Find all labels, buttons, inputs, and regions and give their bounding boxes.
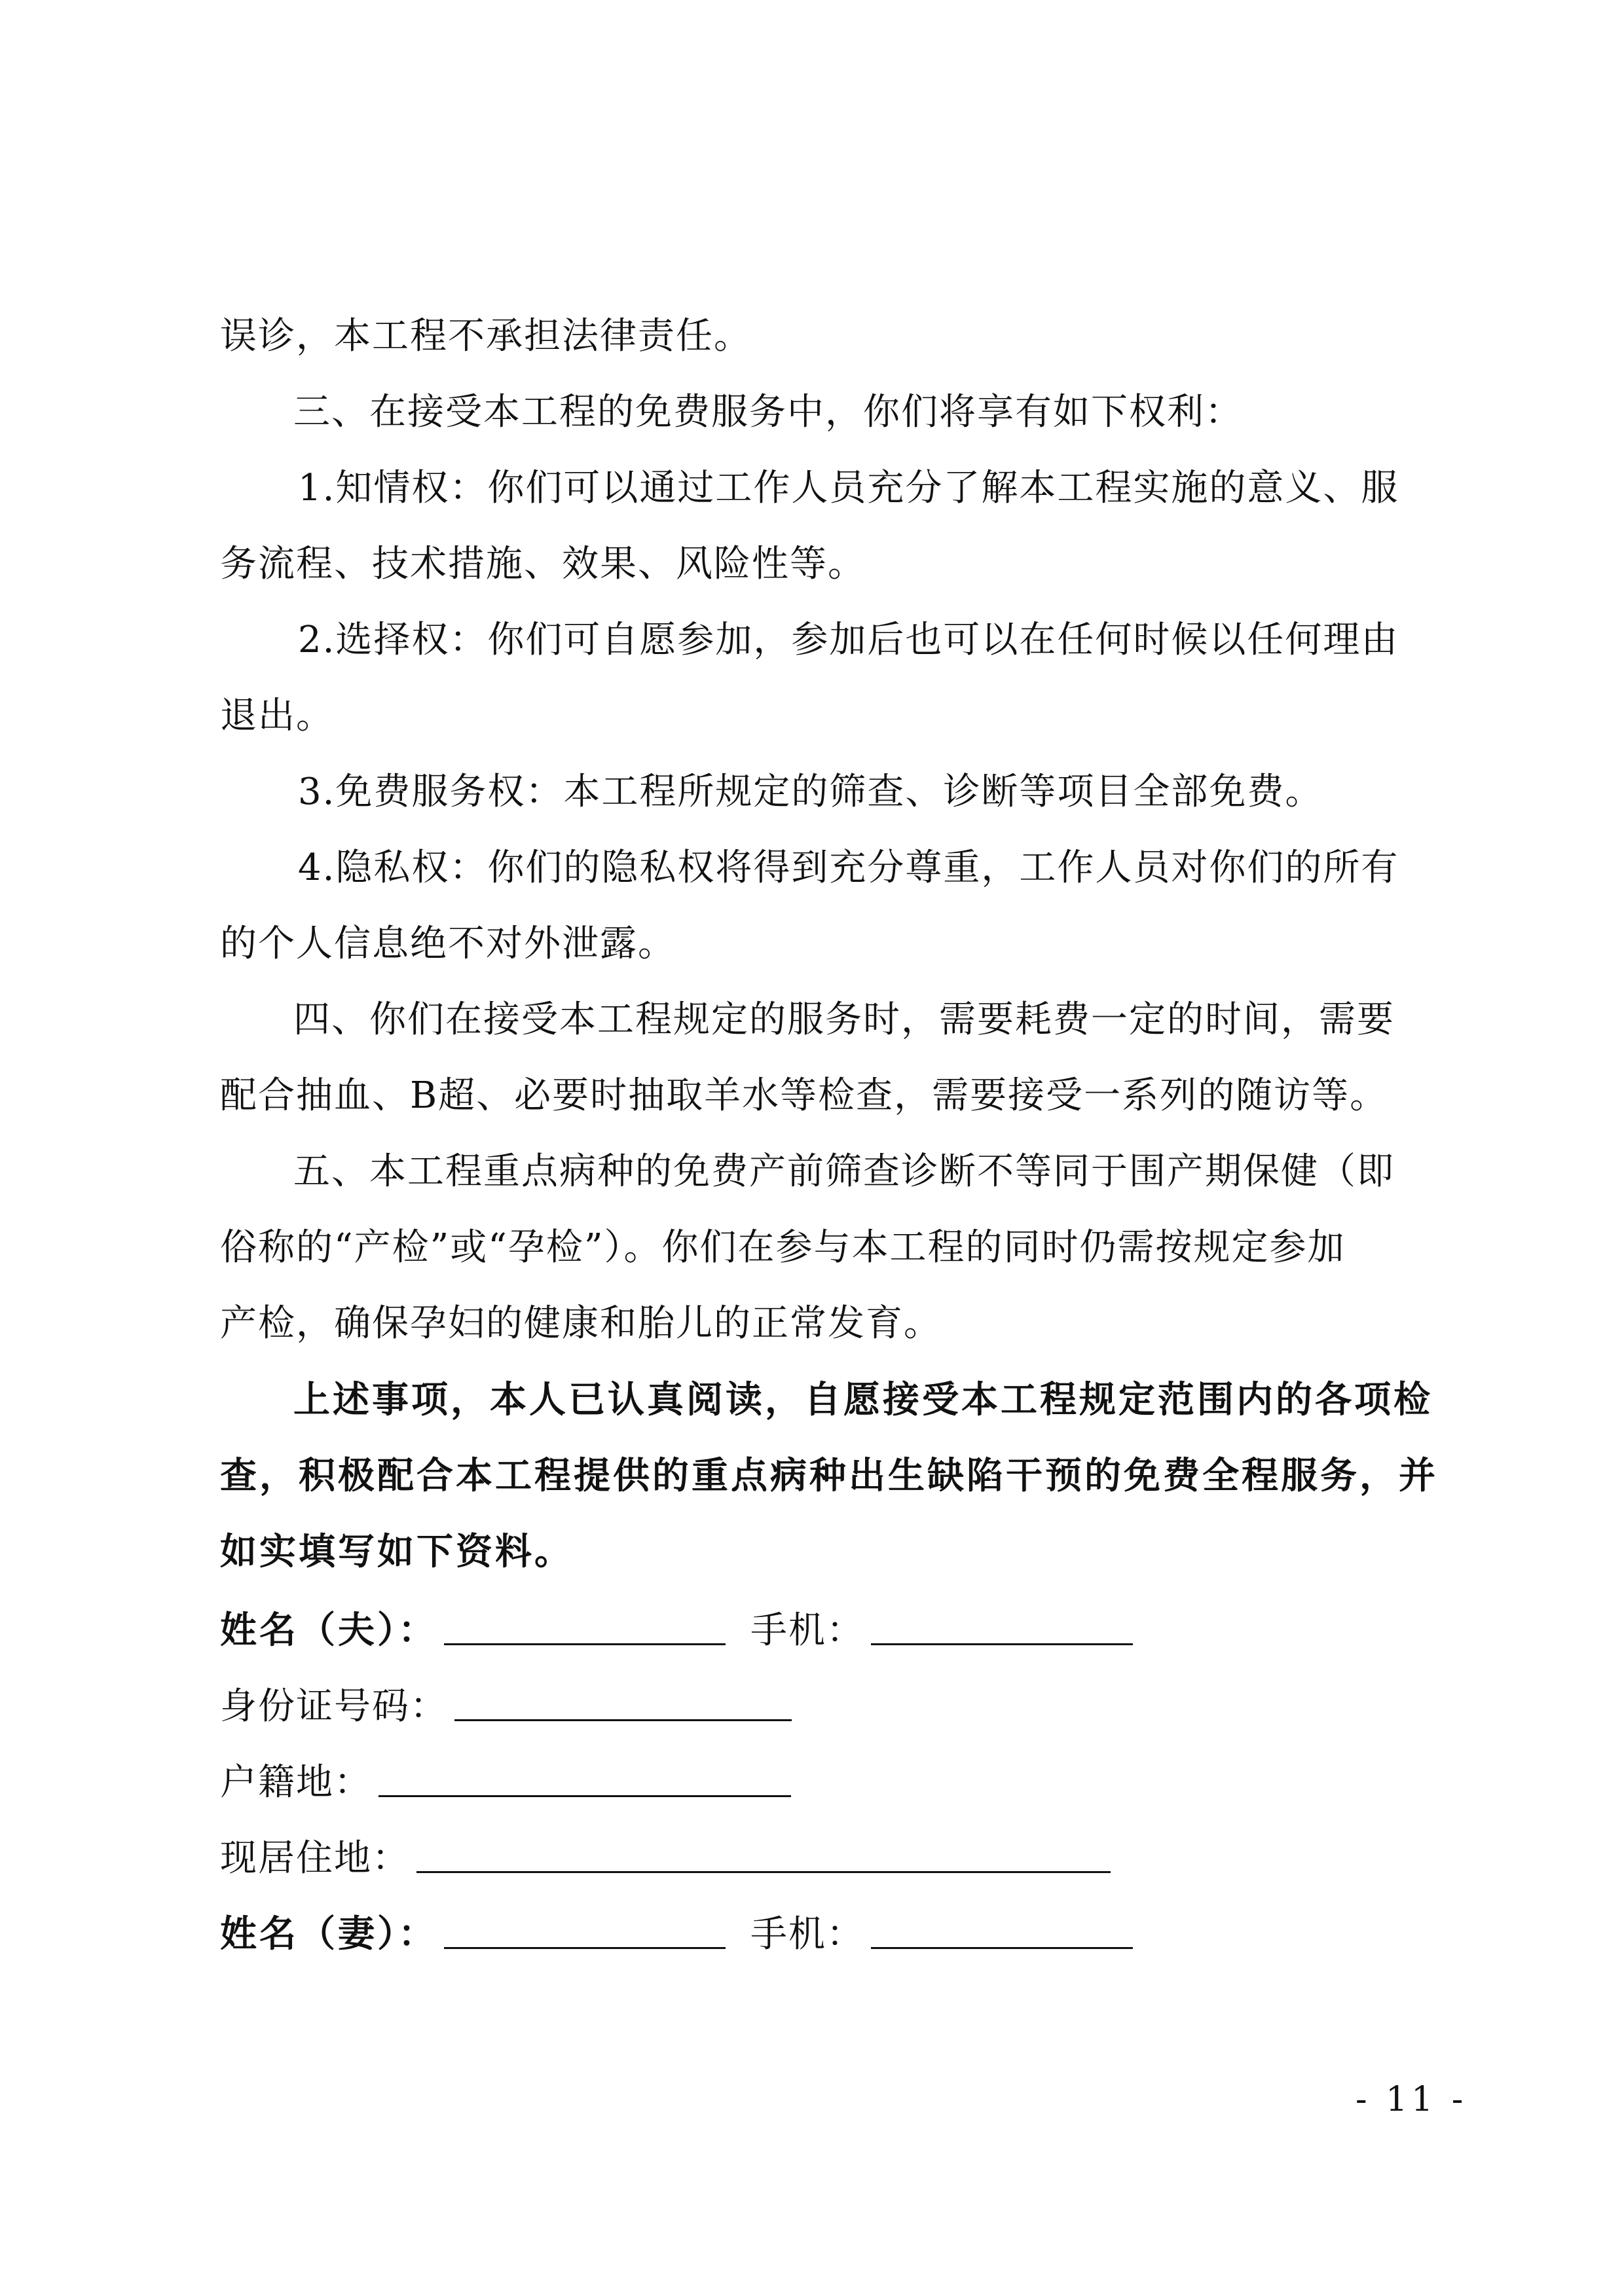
husband-name-label: 姓名（夫）： (220, 1609, 437, 1652)
paragraph-line: 产检，确保孕妇的健康和胎儿的正常发育。 (220, 1302, 942, 1345)
hukou-row (220, 1753, 791, 1806)
paragraph-line: 3.免费服务权：本工程所规定的筛查、诊断等项目全部免费。 (298, 771, 1323, 813)
id-number-field[interactable] (454, 1680, 792, 1721)
residence-label: 现居住地： (220, 1837, 410, 1880)
wife-info-row (220, 1905, 1133, 1958)
hukou-field[interactable] (378, 1756, 791, 1797)
wife-name-label: 姓名（妻）： (220, 1912, 437, 1956)
section-heading-screening: 五、本工程重点病种的免费产前筛查诊断不等同于围产期保健（即 (293, 1150, 1395, 1193)
paragraph-line: 4.隐私权：你们的隐私权将得到充分尊重，工作人员对你们的所有 (298, 847, 1399, 889)
residence-row (220, 1829, 1111, 1882)
paragraph-line: 的个人信息绝不对外泄露。 (220, 922, 676, 965)
residence-field[interactable] (416, 1832, 1111, 1873)
paragraph-line: 务流程、技术措施、效果、风险性等。 (220, 543, 866, 585)
paragraph-line: 配合抽血、B超、必要时抽取羊水等检查，需要接受一系列的随访等。 (220, 1074, 1388, 1117)
husband-info-row (220, 1601, 1133, 1654)
paragraph-line: 俗称的“产检”或“孕检”）。你们在参与本工程的同时仍需按规定参加 (220, 1226, 1346, 1269)
section-heading-time: 四、你们在接受本工程规定的服务时，需要耗费一定的时间，需要 (293, 998, 1395, 1041)
consent-statement-line: 上述事项，本人已认真阅读，自愿接受本工程规定范围内的各项检 (293, 1378, 1433, 1421)
consent-statement-line: 查，积极配合本工程提供的重点病种出生缺陷干预的免费全程服务，并 (220, 1454, 1438, 1497)
id-number-row (220, 1677, 792, 1730)
paragraph-line: 1.知情权：你们可以通过工作人员充分了解本工程实施的意义、服 (298, 467, 1399, 509)
page-number: - 11 - (1356, 2080, 1467, 2119)
wife-phone-label: 手机： (750, 1913, 864, 1956)
wife-name-field[interactable] (444, 1908, 726, 1949)
paragraph-line: 2.选择权：你们可自愿参加，参加后也可以在任何时候以任何理由 (298, 619, 1399, 661)
paragraph-line: 退出。 (220, 695, 334, 737)
paragraph-line: 误诊，本工程不承担法律责任。 (220, 315, 752, 357)
consent-statement-line: 如实填写如下资料。 (220, 1530, 574, 1573)
wife-phone-field[interactable] (871, 1908, 1133, 1949)
id-number-label: 身份证号码： (220, 1685, 448, 1728)
husband-name-field[interactable] (444, 1604, 726, 1645)
husband-phone-label: 手机： (750, 1609, 864, 1652)
hukou-label: 户籍地： (220, 1761, 372, 1804)
husband-phone-field[interactable] (871, 1604, 1133, 1645)
section-heading-rights: 三、在接受本工程的免费服务中，你们将享有如下权利： (293, 391, 1243, 433)
